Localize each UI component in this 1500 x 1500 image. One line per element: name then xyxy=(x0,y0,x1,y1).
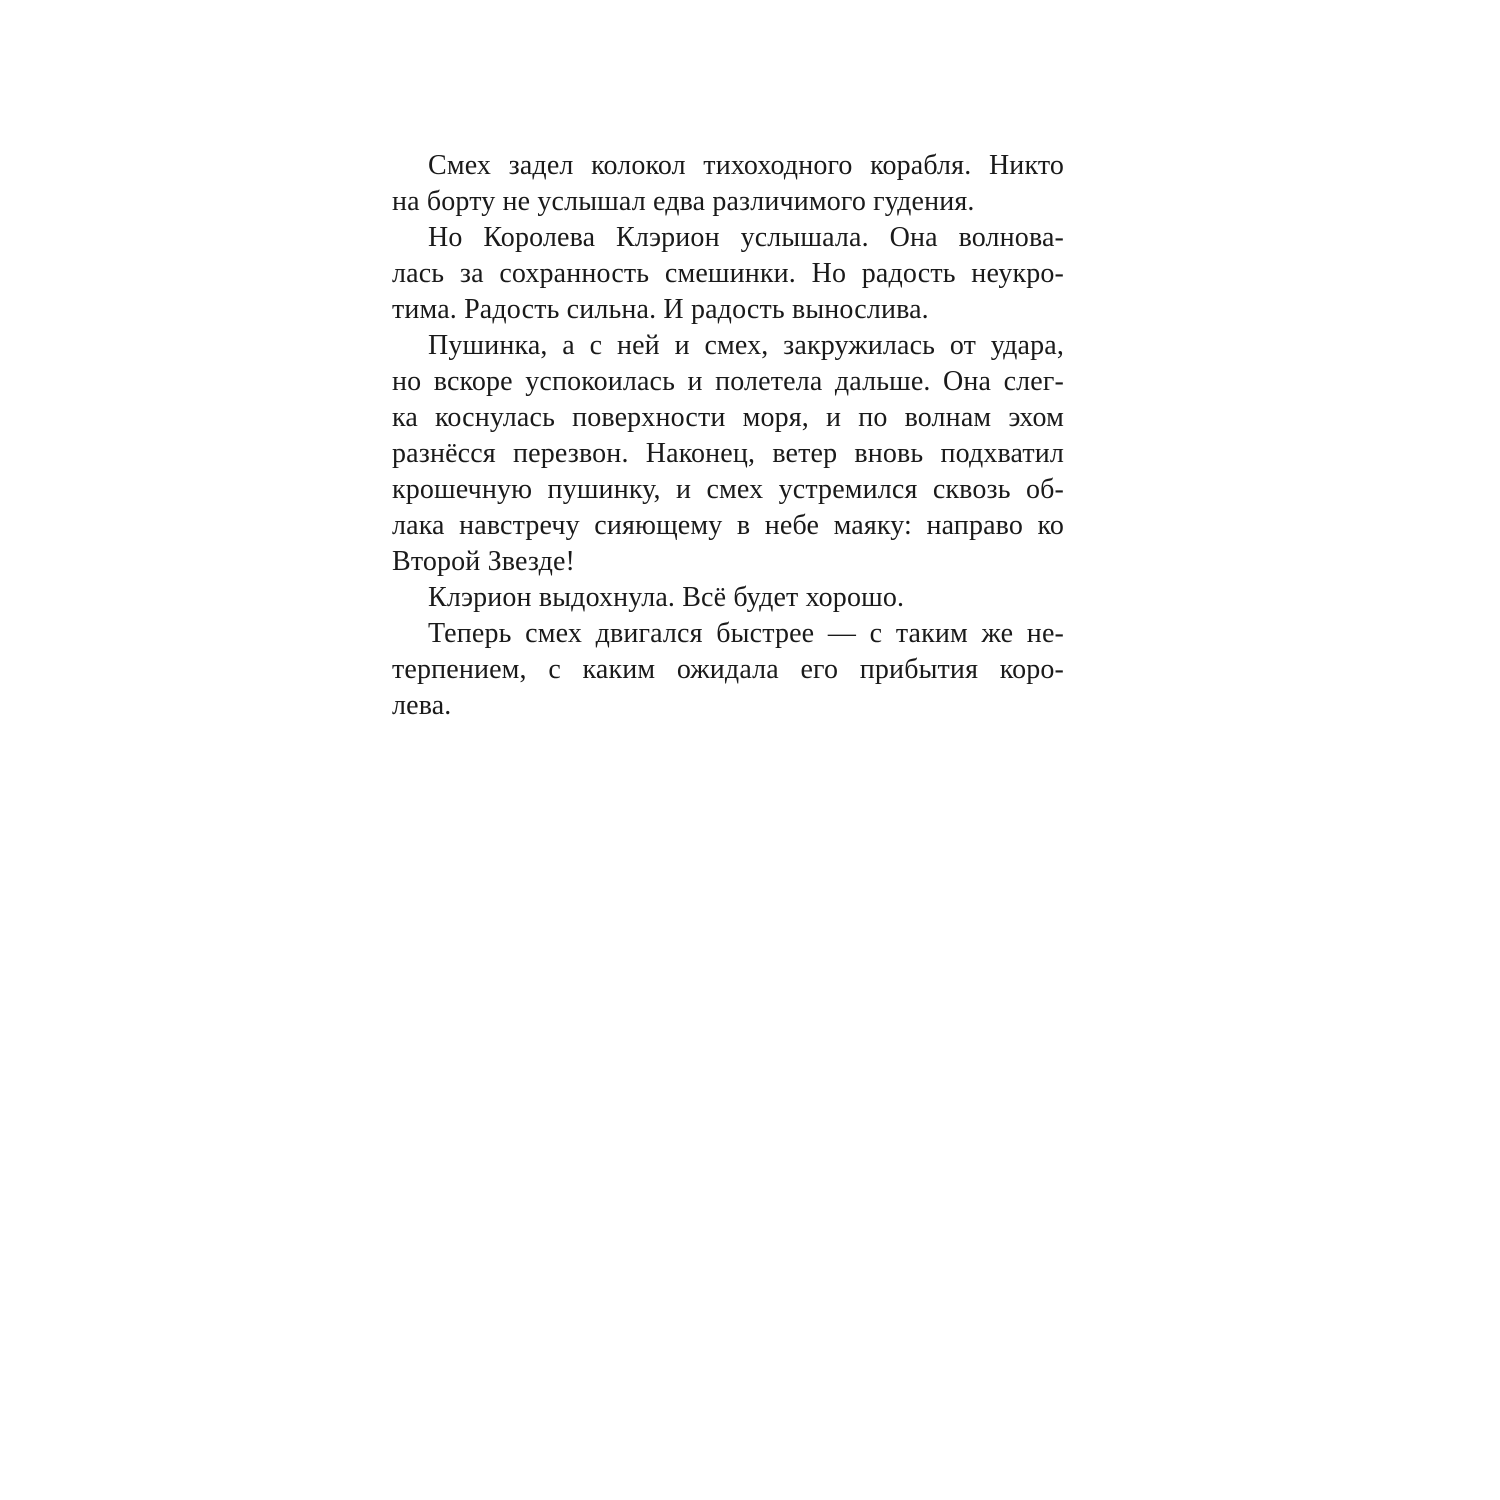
text-line: Пушинка, а с ней и смех, закружилась от удара, xyxy=(428,330,1064,361)
text-line: разнёсся перезвон. Наконец, ветер вновь подхватил xyxy=(392,438,1064,469)
paragraph xyxy=(392,220,1064,328)
paragraph xyxy=(392,148,1064,220)
text-line: лева. xyxy=(392,690,452,721)
text-line: Клэрион выдохнула. Всё будет хорошо. xyxy=(428,582,905,613)
text-line: но вскоре успокоилась и полетела дальше. Она слег- xyxy=(392,366,1064,397)
text-line: тима. Радость сильна. И радость вынослива. xyxy=(392,294,929,325)
text-line: ка коснулась поверхности моря, и по волнам эхом xyxy=(392,402,1064,433)
text-line: терпением, с каким ожидала его прибытия коро- xyxy=(392,654,1064,685)
text-line: на борту не услышал едва различимого гудения. xyxy=(392,186,975,217)
text-line: крошечную пушинку, и смех устремился сквозь об- xyxy=(392,474,1064,505)
text-line: Теперь смех двигался быстрее — с таким же не- xyxy=(428,618,1064,649)
paragraph xyxy=(392,616,1064,724)
text-line: Второй Звезде! xyxy=(392,546,576,577)
paragraph xyxy=(392,580,1064,616)
text-line: Но Королева Клэрион услышала. Она волнова- xyxy=(428,222,1064,253)
paragraph xyxy=(392,328,1064,580)
body-text xyxy=(392,148,1064,724)
text-line: лась за сохранность смешинки. Но радость неукро- xyxy=(392,258,1064,289)
text-line: лака навстречу сияющему в небе маяку: направо ко xyxy=(392,510,1064,541)
text-line: Смех задел колокол тихоходного корабля. Никто xyxy=(428,150,1064,181)
